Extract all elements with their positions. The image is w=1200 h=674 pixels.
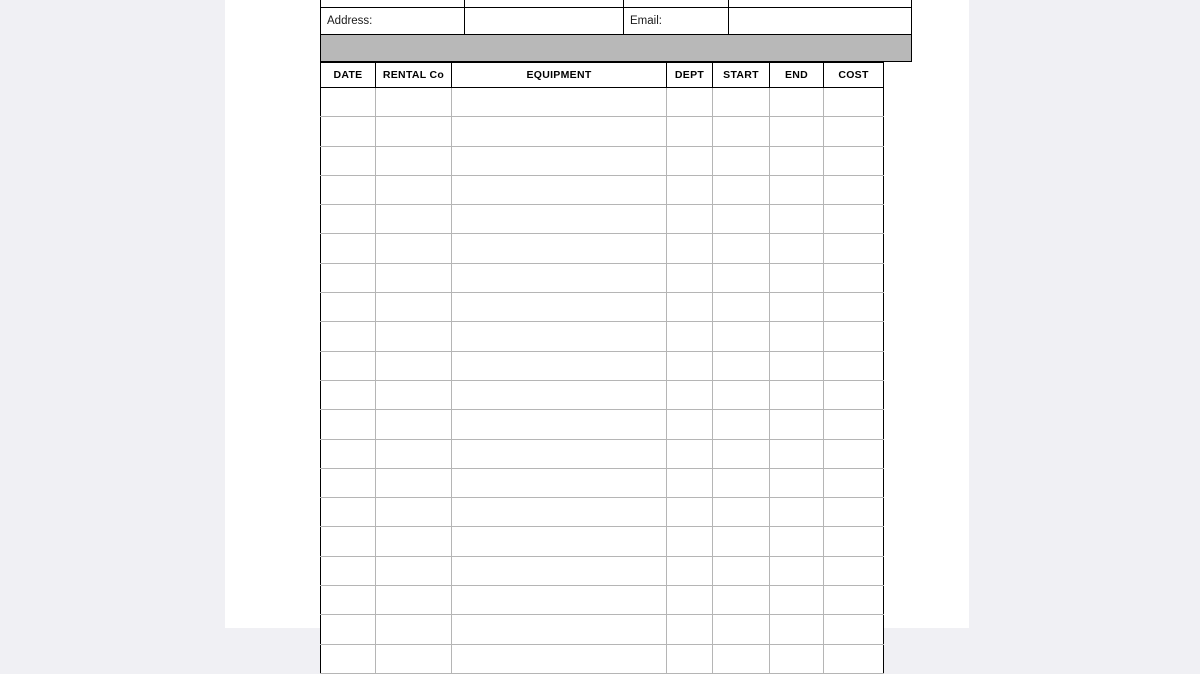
table-cell[interactable] xyxy=(452,644,667,673)
table-cell[interactable] xyxy=(770,175,824,204)
table-cell[interactable] xyxy=(667,615,713,644)
table-cell[interactable] xyxy=(452,586,667,615)
table-cell[interactable] xyxy=(321,380,376,409)
table-cell[interactable] xyxy=(452,351,667,380)
table-cell[interactable] xyxy=(824,175,884,204)
table-cell[interactable] xyxy=(713,556,770,585)
production-info-body xyxy=(321,0,912,62)
table-cell[interactable] xyxy=(376,527,452,556)
equipment-log-body xyxy=(321,88,884,674)
table-cell[interactable] xyxy=(824,468,884,497)
table-cell[interactable] xyxy=(376,175,452,204)
table-cell[interactable] xyxy=(824,293,884,322)
production-manager-label xyxy=(321,0,465,8)
table-row xyxy=(321,263,884,292)
table-cell[interactable] xyxy=(667,263,713,292)
table-cell[interactable] xyxy=(824,556,884,585)
table-row xyxy=(321,556,884,585)
table-cell[interactable] xyxy=(713,615,770,644)
table-cell[interactable] xyxy=(321,498,376,527)
table-cell[interactable] xyxy=(376,468,452,497)
table-cell[interactable] xyxy=(376,615,452,644)
table-cell[interactable] xyxy=(667,468,713,497)
table-row xyxy=(321,88,884,117)
table-cell[interactable] xyxy=(824,410,884,439)
table-row xyxy=(321,586,884,615)
table-cell[interactable] xyxy=(713,263,770,292)
table-cell[interactable] xyxy=(770,468,824,497)
section-divider xyxy=(321,35,912,62)
table-cell[interactable] xyxy=(667,644,713,673)
table-cell[interactable] xyxy=(667,117,713,146)
table-cell[interactable] xyxy=(321,117,376,146)
table-row xyxy=(321,8,912,35)
table-cell[interactable] xyxy=(770,351,824,380)
table-cell[interactable] xyxy=(376,322,452,351)
table-cell[interactable] xyxy=(770,293,824,322)
table-cell[interactable] xyxy=(452,146,667,175)
table-cell[interactable] xyxy=(713,205,770,234)
table-cell[interactable] xyxy=(376,556,452,585)
table-cell[interactable] xyxy=(452,380,667,409)
table-cell[interactable] xyxy=(321,88,376,117)
table-cell[interactable] xyxy=(824,322,884,351)
table-cell[interactable] xyxy=(713,410,770,439)
table-cell[interactable] xyxy=(321,322,376,351)
table-cell[interactable] xyxy=(667,527,713,556)
email-label: Email: xyxy=(624,8,729,35)
table-cell[interactable] xyxy=(667,205,713,234)
table-cell[interactable] xyxy=(770,439,824,468)
table-cell[interactable] xyxy=(452,615,667,644)
table-row xyxy=(321,527,884,556)
table-cell[interactable] xyxy=(376,234,452,263)
table-cell[interactable] xyxy=(452,410,667,439)
table-cell[interactable] xyxy=(824,263,884,292)
table-cell[interactable] xyxy=(824,117,884,146)
table-cell[interactable] xyxy=(376,410,452,439)
contact-tel-label xyxy=(624,0,729,8)
table-cell[interactable] xyxy=(824,205,884,234)
table-cell[interactable] xyxy=(713,351,770,380)
column-header-date: DATE xyxy=(321,63,376,88)
table-cell[interactable] xyxy=(667,322,713,351)
table-cell[interactable] xyxy=(713,380,770,409)
table-row xyxy=(321,175,884,204)
table-cell[interactable] xyxy=(667,88,713,117)
table-cell[interactable] xyxy=(770,146,824,175)
table-cell[interactable] xyxy=(321,205,376,234)
table-cell[interactable] xyxy=(376,88,452,117)
table-cell[interactable] xyxy=(713,498,770,527)
table-row xyxy=(321,351,884,380)
table-cell[interactable] xyxy=(376,263,452,292)
table-cell[interactable] xyxy=(452,439,667,468)
table-cell[interactable] xyxy=(667,586,713,615)
table-cell[interactable] xyxy=(667,175,713,204)
table-cell[interactable] xyxy=(452,498,667,527)
table-cell[interactable] xyxy=(713,293,770,322)
table-cell[interactable] xyxy=(824,380,884,409)
table-cell[interactable] xyxy=(667,380,713,409)
table-cell[interactable] xyxy=(770,380,824,409)
table-cell[interactable] xyxy=(321,175,376,204)
table-cell[interactable] xyxy=(376,439,452,468)
table-cell[interactable] xyxy=(713,322,770,351)
table-cell[interactable] xyxy=(824,234,884,263)
column-header-row xyxy=(321,63,884,88)
table-cell[interactable] xyxy=(376,644,452,673)
table-row xyxy=(321,615,884,644)
table-cell[interactable] xyxy=(321,410,376,439)
equipment-log-head xyxy=(321,63,884,88)
table-cell[interactable] xyxy=(824,439,884,468)
table-row xyxy=(321,205,884,234)
table-cell[interactable] xyxy=(770,205,824,234)
table-cell[interactable] xyxy=(824,146,884,175)
table-row xyxy=(321,410,884,439)
table-cell[interactable] xyxy=(321,644,376,673)
table-cell[interactable] xyxy=(824,644,884,673)
table-cell[interactable] xyxy=(713,527,770,556)
table-row xyxy=(321,439,884,468)
table-row xyxy=(321,146,884,175)
table-cell[interactable] xyxy=(452,527,667,556)
table-cell[interactable] xyxy=(824,615,884,644)
table-row xyxy=(321,234,884,263)
table-cell[interactable] xyxy=(770,556,824,585)
table-cell[interactable] xyxy=(452,205,667,234)
column-header-end: END xyxy=(770,63,824,88)
table-cell[interactable] xyxy=(321,468,376,497)
document-page xyxy=(225,0,969,628)
table-cell[interactable] xyxy=(321,586,376,615)
table-row xyxy=(321,380,884,409)
production-manager-value[interactable] xyxy=(465,0,624,8)
address-value[interactable] xyxy=(465,8,624,35)
table-cell[interactable] xyxy=(824,586,884,615)
table-cell[interactable] xyxy=(376,351,452,380)
table-cell[interactable] xyxy=(713,439,770,468)
table-cell[interactable] xyxy=(713,175,770,204)
table-cell[interactable] xyxy=(713,117,770,146)
table-cell[interactable] xyxy=(667,351,713,380)
table-cell[interactable] xyxy=(770,322,824,351)
table-row xyxy=(321,468,884,497)
table-cell[interactable] xyxy=(452,175,667,204)
table-cell[interactable] xyxy=(376,205,452,234)
table-cell[interactable] xyxy=(321,293,376,322)
table-cell[interactable] xyxy=(713,234,770,263)
table-cell[interactable] xyxy=(667,146,713,175)
table-cell[interactable] xyxy=(321,263,376,292)
table-cell[interactable] xyxy=(376,146,452,175)
table-cell[interactable] xyxy=(770,88,824,117)
table-cell[interactable] xyxy=(770,527,824,556)
table-row xyxy=(321,322,884,351)
table-cell[interactable] xyxy=(824,88,884,117)
table-cell[interactable] xyxy=(321,351,376,380)
column-header-start: START xyxy=(713,63,770,88)
table-cell[interactable] xyxy=(376,498,452,527)
column-header-dept: DEPT xyxy=(667,63,713,88)
table-cell[interactable] xyxy=(667,556,713,585)
table-cell[interactable] xyxy=(321,146,376,175)
table-cell[interactable] xyxy=(452,117,667,146)
table-cell[interactable] xyxy=(824,498,884,527)
section-divider-row xyxy=(321,35,912,62)
table-cell[interactable] xyxy=(770,117,824,146)
table-cell[interactable] xyxy=(452,293,667,322)
contact-tel-value[interactable] xyxy=(729,0,912,8)
table-cell[interactable] xyxy=(770,644,824,673)
table-cell[interactable] xyxy=(770,498,824,527)
table-cell[interactable] xyxy=(321,439,376,468)
table-cell[interactable] xyxy=(667,498,713,527)
table-cell[interactable] xyxy=(770,615,824,644)
column-header-cost: COST xyxy=(824,63,884,88)
table-row xyxy=(321,498,884,527)
table-cell[interactable] xyxy=(667,234,713,263)
table-cell[interactable] xyxy=(452,322,667,351)
table-cell[interactable] xyxy=(713,644,770,673)
table-cell[interactable] xyxy=(321,556,376,585)
table-cell[interactable] xyxy=(713,468,770,497)
equipment-rental-form xyxy=(320,0,883,674)
table-cell[interactable] xyxy=(452,263,667,292)
table-cell[interactable] xyxy=(376,586,452,615)
table-row xyxy=(321,0,912,8)
table-cell[interactable] xyxy=(824,351,884,380)
table-cell[interactable] xyxy=(321,234,376,263)
table-cell[interactable] xyxy=(770,410,824,439)
address-label: Address: xyxy=(321,8,465,35)
table-cell[interactable] xyxy=(452,234,667,263)
table-cell[interactable] xyxy=(770,586,824,615)
table-cell[interactable] xyxy=(713,146,770,175)
email-value[interactable] xyxy=(729,8,912,35)
table-cell[interactable] xyxy=(376,293,452,322)
table-cell[interactable] xyxy=(376,117,452,146)
table-cell[interactable] xyxy=(667,410,713,439)
table-cell[interactable] xyxy=(452,556,667,585)
production-info-table xyxy=(320,0,912,62)
table-row xyxy=(321,644,884,673)
column-header-equipment: EQUIPMENT xyxy=(452,63,667,88)
table-cell[interactable] xyxy=(770,234,824,263)
table-cell[interactable] xyxy=(713,88,770,117)
table-cell[interactable] xyxy=(667,439,713,468)
table-cell[interactable] xyxy=(376,380,452,409)
column-header-rental-co: RENTAL Co xyxy=(376,63,452,88)
table-cell[interactable] xyxy=(321,615,376,644)
table-cell[interactable] xyxy=(713,586,770,615)
equipment-log-table xyxy=(320,62,884,674)
table-row xyxy=(321,293,884,322)
table-row xyxy=(321,117,884,146)
table-cell[interactable] xyxy=(452,468,667,497)
table-cell[interactable] xyxy=(321,527,376,556)
table-cell[interactable] xyxy=(452,88,667,117)
table-cell[interactable] xyxy=(824,527,884,556)
table-cell[interactable] xyxy=(667,293,713,322)
table-cell[interactable] xyxy=(770,263,824,292)
